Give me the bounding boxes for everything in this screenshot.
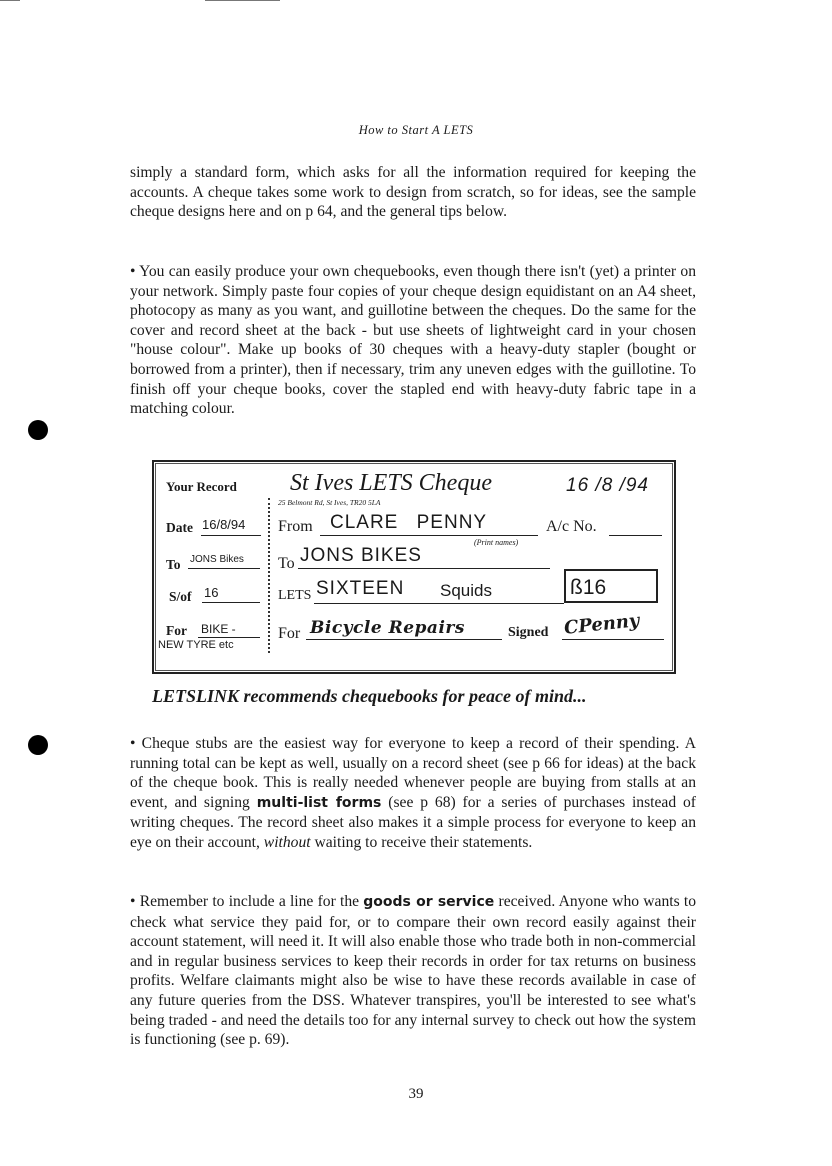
cheque-for-label: For	[278, 625, 301, 642]
scan-edge-mark	[205, 0, 280, 1]
sample-cheque	[152, 460, 676, 674]
cheque-amount-words: SIXTEEN	[316, 578, 405, 599]
cheque-from-line	[320, 535, 538, 536]
cheque-caption: LETSLINK recommends chequebooks for peace of mind...	[152, 686, 587, 706]
cheque-amount-figure: ß16	[570, 576, 607, 599]
paragraph-chequebooks: • You can easily produce your own chequebooks, even though there isn't (yet) a printer on your network. Simply paste four copies of your cheque design equidistant on an A4 sheet, photocopy as many as you want, and guillotine between the cheques. Do the same for the cover and record sheet at the back - but use sheets of lightweight card in your chosen "house colour". Make up books of 30 cheques with a heavy-duty stapler (bought or borrowed from a printer), then if necessary, trim any uneven edges with the guillotine. To finish off your cheque books, cover the stapled end with heavy-duty fabric tape in a matching colour.	[130, 263, 696, 418]
cheque-print-names: (Print names)	[474, 538, 519, 547]
cheque-lets-line	[314, 603, 564, 604]
cheque-address: 25 Belmont Rd, St Ives, TR20 5LA	[278, 498, 381, 507]
paragraph-cheque-stubs: • Cheque stubs are the easiest way for everyone to keep a record of their spending. A running total can be kept as well, usually on a record sheet (see p 66 for ideas) at the back of the cheque book. This is really needed whenever people are buying from stalls at an event, and signing multi-list forms (see p 68) for a series of purchases instead of writing cheques. The record sheet also makes it a simple process for everyone to keep an eye on their account, without waiting to receive their statements.	[130, 735, 697, 851]
cheque-signature: CPenny	[563, 610, 641, 639]
cheque-signed-label: Signed	[508, 625, 549, 640]
paragraph-intro: simply a standard form, which asks for all the information required for keeping the accounts. A cheque takes some work to design from scratch, so for ideas, see the sample cheque designs here and on p 64, and the general tips below.	[130, 164, 696, 221]
stub-perforation	[268, 498, 270, 653]
cheque-to-label: To	[278, 555, 295, 572]
cheque-amount-unit: Squids	[440, 581, 492, 600]
cheque-for-value: Bicycle Repairs	[310, 618, 465, 638]
cheque-ac-line	[609, 535, 662, 536]
cheque-from-label: From	[278, 518, 313, 535]
cheque-date: 16 /8 /94	[566, 475, 649, 496]
cheque-ac-label: A/c No.	[546, 518, 597, 535]
punch-hole	[28, 420, 48, 440]
cheque-to-value: JONS BIKES	[300, 545, 422, 566]
cheque-for-line	[306, 639, 502, 640]
punch-hole	[28, 735, 48, 755]
stub-for-value-1: BIKE -	[201, 622, 236, 636]
stub-sof-line	[202, 602, 260, 603]
page-number: 39	[408, 1086, 424, 1102]
stub-to-value: JONS Bikes	[190, 554, 244, 565]
stub-for-line	[198, 637, 260, 638]
stub-for-value-2: NEW TYRE etc	[158, 639, 234, 651]
stub-for-label: For	[166, 623, 187, 638]
stub-date-value: 16/8/94	[202, 517, 246, 532]
stub-to-label: To	[166, 557, 181, 572]
stub-date-line	[201, 535, 261, 536]
cheque-from-value: CLARE PENNY	[330, 512, 488, 533]
stub-title: Your Record	[166, 479, 237, 494]
cheque-signed-line	[562, 639, 664, 640]
scan-edge-mark	[0, 0, 20, 1]
stub-sof-value: 16	[204, 585, 219, 600]
paragraph-goods-or-service: • Remember to include a line for the goods or service received. Anyone who wants to check what service they paid for, or to compare their own record easily against their account statement, will need it. It will also enable those who trade both in non-commercial and in regular business services to keep their records in order for tax returns on business profits. Welfare claimants might also be wise to have these records available in case of any future queries from the DSS. Whatever transpires, you'll be interested to see what's being traded - and need the details too for any internal survey to check out how the system is functioning (see p. 69).	[130, 893, 697, 1049]
cheque-lets-label: LETS	[278, 588, 312, 603]
cheque-to-line	[298, 568, 550, 569]
stub-date-label: Date	[166, 520, 193, 535]
cheque-title: St Ives LETS Cheque	[290, 470, 492, 496]
stub-sof-label: S/of	[169, 589, 192, 604]
running-head: How to Start A LETS	[358, 123, 474, 137]
stub-to-line	[188, 568, 260, 569]
